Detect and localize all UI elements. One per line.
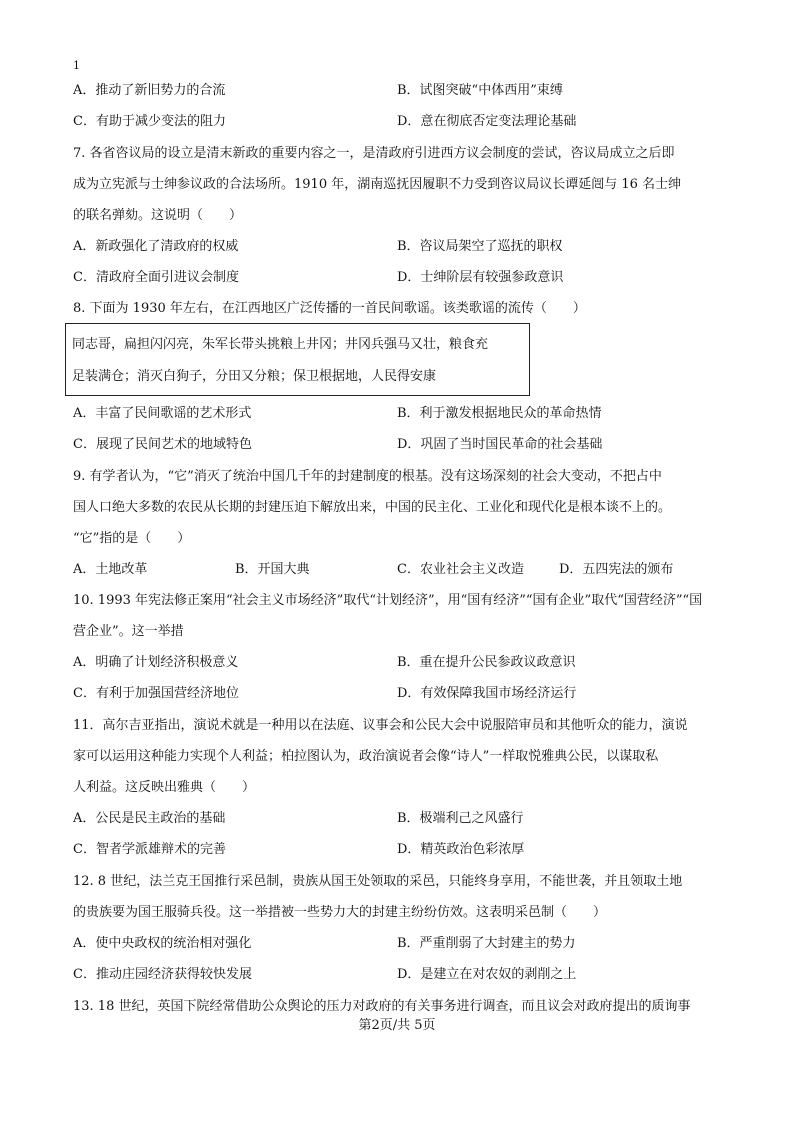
q7-option-b: B．咨议局架空了巡抚的职权	[397, 239, 563, 254]
q9-option-a: A．土地改革	[73, 562, 148, 577]
q6-option-b: B．试图突破“中体西用”束缚	[397, 83, 563, 98]
q7-option-c: C．清政府全面引进议会制度	[73, 270, 239, 285]
page-footer: 第2页/共 5页	[358, 1018, 436, 1033]
q8-song-line-1: 同志哥，扁担闪闪亮，朱军长带头挑粮上井冈；井冈兵强马又壮，粮食充	[72, 337, 489, 352]
q11-option-a: A．公民是民主政治的基础	[73, 811, 226, 826]
q9-option-c: C．农业社会主义改造	[397, 562, 524, 577]
q9-option-b: B．开国大典	[235, 562, 310, 577]
q10-option-d: D．有效保障我国市场经济运行	[397, 686, 577, 701]
q12-option-b: B．严重削弱了大封建主的势力	[397, 936, 576, 951]
q8-option-b: B．利于激发根据地民众的革命热情	[397, 406, 602, 421]
q6-option-d: D．意在彻底否定变法理论基础	[397, 114, 577, 129]
q8-stem: 8. 下面为 1930 年左右，在江西地区广泛传播的一首民间歌谣。该类歌谣的流传（ ）	[73, 301, 586, 316]
q8-option-d: D．巩固了当时国民革命的社会基础	[397, 437, 603, 452]
q6-option-c: C．有助于减少变法的阻力	[73, 114, 226, 129]
q10-option-b: B．重在提升公民参政议政意识	[397, 655, 576, 670]
q7-stem-line-3: 的联名弹劾。这说明（ ）	[73, 208, 243, 223]
q12-option-c: C．推动庄园经济获得较快发展	[73, 967, 252, 982]
q6-option-a: A．推动了新旧势力的合流	[73, 83, 226, 98]
q11-option-d: D．精英政治色彩浓厚	[397, 842, 525, 857]
q8-option-c: C．展现了民间艺术的地域特色	[73, 437, 252, 452]
q13-stem-line-1: 13. 18 世纪，英国下院经常借助公众舆论的压力对政府的有关事务进行调查，而且议会对政府提出的质询事	[73, 999, 691, 1014]
q9-option-d: D．五四宪法的颁布	[559, 562, 674, 577]
q11-stem-line-1: 11．高尔吉亚指出，演说术就是一种用以在法庭、议事会和公民大会中说服陪审员和其他听众的能力，演说	[73, 718, 688, 733]
page-mark: 1	[73, 59, 80, 72]
q10-stem-line-1: 10. 1993 年宪法修正案用“社会主义市场经济”取代“计划经济”，用“国有经济”“国有企业”取代“国营经济”“国	[73, 593, 703, 608]
q11-option-c: C．智者学派雄辩术的完善	[73, 842, 226, 857]
q12-option-d: D．是建立在对农奴的剥削之上	[397, 967, 577, 982]
q11-stem-line-2: 家可以运用这种能力实现个人利益；柏拉图认为，政治演说者会像“诗人”一样取悦雅典公民，以谋取私	[73, 749, 659, 764]
q9-stem-line-2: 国人口绝大多数的农民从长期的封建压迫下解放出来，中国的民主化、工业化和现代化是根本谈不上的。	[73, 500, 672, 515]
q10-option-c: C．有利于加强国营经济地位	[73, 686, 239, 701]
q9-stem-line-1: 9. 有学者认为，“它”消灭了统治中国几千年的封建制度的根基。没有这场深刻的社会大变动，不把占中	[73, 469, 662, 484]
q12-stem-line-1: 12. 8 世纪，法兰克王国推行采邑制，贵族从国王处领取的采邑，只能终身享用，不能世袭，并且领取土地	[73, 874, 683, 889]
q7-stem-line-2: 成为立宪派与士绅参议政的合法场所。1910 年，湖南巡抚因履职不力受到咨议局议长谭延闿与 16 名士绅	[73, 177, 682, 192]
q8-option-a: A．丰富了民间歌谣的艺术形式	[73, 406, 252, 421]
q12-option-a: A．使中央政权的统治相对强化	[73, 936, 252, 951]
q8-song-line-2: 足装满仓；消灭白狗子，分田又分粮；保卫根据地，人民得安康	[72, 369, 437, 384]
q12-stem-line-2: 的贵族要为国王服骑兵役。这一举措被一些势力大的封建主纷纷仿效。这表明采邑制（ ）	[73, 905, 607, 920]
q11-option-b: B．极端利己之风盛行	[397, 811, 524, 826]
q7-stem-line-1: 7. 各省咨议局的设立是清末新政的重要内容之一，是清政府引进西方议会制度的尝试，咨议局成立之后即	[73, 146, 675, 161]
q7-option-d: D．士绅阶层有较强参政意识	[397, 270, 564, 285]
q11-stem-line-3: 人利益。这反映出雅典（ ）	[73, 780, 256, 795]
q9-stem-line-3: “它”指的是（ ）	[73, 531, 191, 546]
q10-option-a: A．明确了计划经济积极意义	[73, 655, 239, 670]
q10-stem-line-2: 营企业”。这一举措	[73, 624, 184, 639]
q7-option-a: A．新政强化了清政府的权威	[73, 239, 239, 254]
